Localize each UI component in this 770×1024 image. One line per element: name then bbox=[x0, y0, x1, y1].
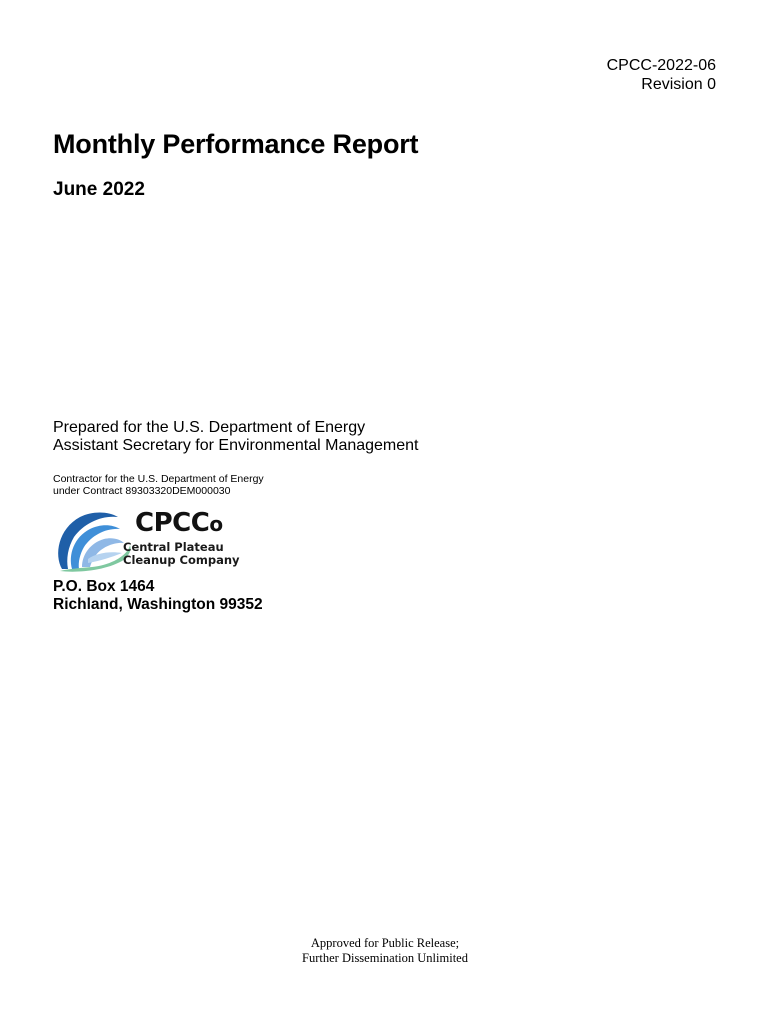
logo-swoosh-icon bbox=[52, 509, 132, 573]
prepared-for-line-2: Assistant Secretary for Environmental Management bbox=[53, 437, 419, 454]
logo-name-line-1: Central Plateau bbox=[123, 540, 224, 554]
mailing-address bbox=[53, 578, 263, 614]
address-line-1: P.O. Box 1464 bbox=[53, 578, 155, 595]
release-line-1: Approved for Public Release; bbox=[310, 936, 460, 950]
logo-company-name bbox=[123, 541, 240, 567]
prepared-for-line-1: Prepared for the U.S. Department of Energy bbox=[53, 419, 366, 436]
document-revision: Revision 0 bbox=[641, 76, 716, 93]
logo-abbreviation-main: CPCC bbox=[135, 508, 210, 538]
document-number: CPCC-2022-06 bbox=[606, 57, 716, 74]
release-statement bbox=[0, 936, 770, 966]
logo-abbreviation-suffix: o bbox=[209, 512, 223, 536]
prepared-for-block bbox=[53, 419, 419, 455]
company-logo bbox=[52, 509, 252, 573]
contractor-line-2: under Contract 89303320DEM000030 bbox=[53, 485, 231, 497]
address-line-2: Richland, Washington 99352 bbox=[53, 596, 263, 613]
report-period: June 2022 bbox=[53, 179, 145, 200]
logo-abbreviation bbox=[135, 508, 223, 538]
contractor-block bbox=[53, 473, 264, 497]
report-title: Monthly Performance Report bbox=[53, 129, 419, 159]
contractor-line-1: Contractor for the U.S. Department of Energy bbox=[53, 473, 264, 485]
release-line-2: Further Dissemination Unlimited bbox=[302, 951, 468, 965]
logo-name-line-2: Cleanup Company bbox=[123, 553, 240, 567]
document-id-block bbox=[607, 56, 716, 94]
